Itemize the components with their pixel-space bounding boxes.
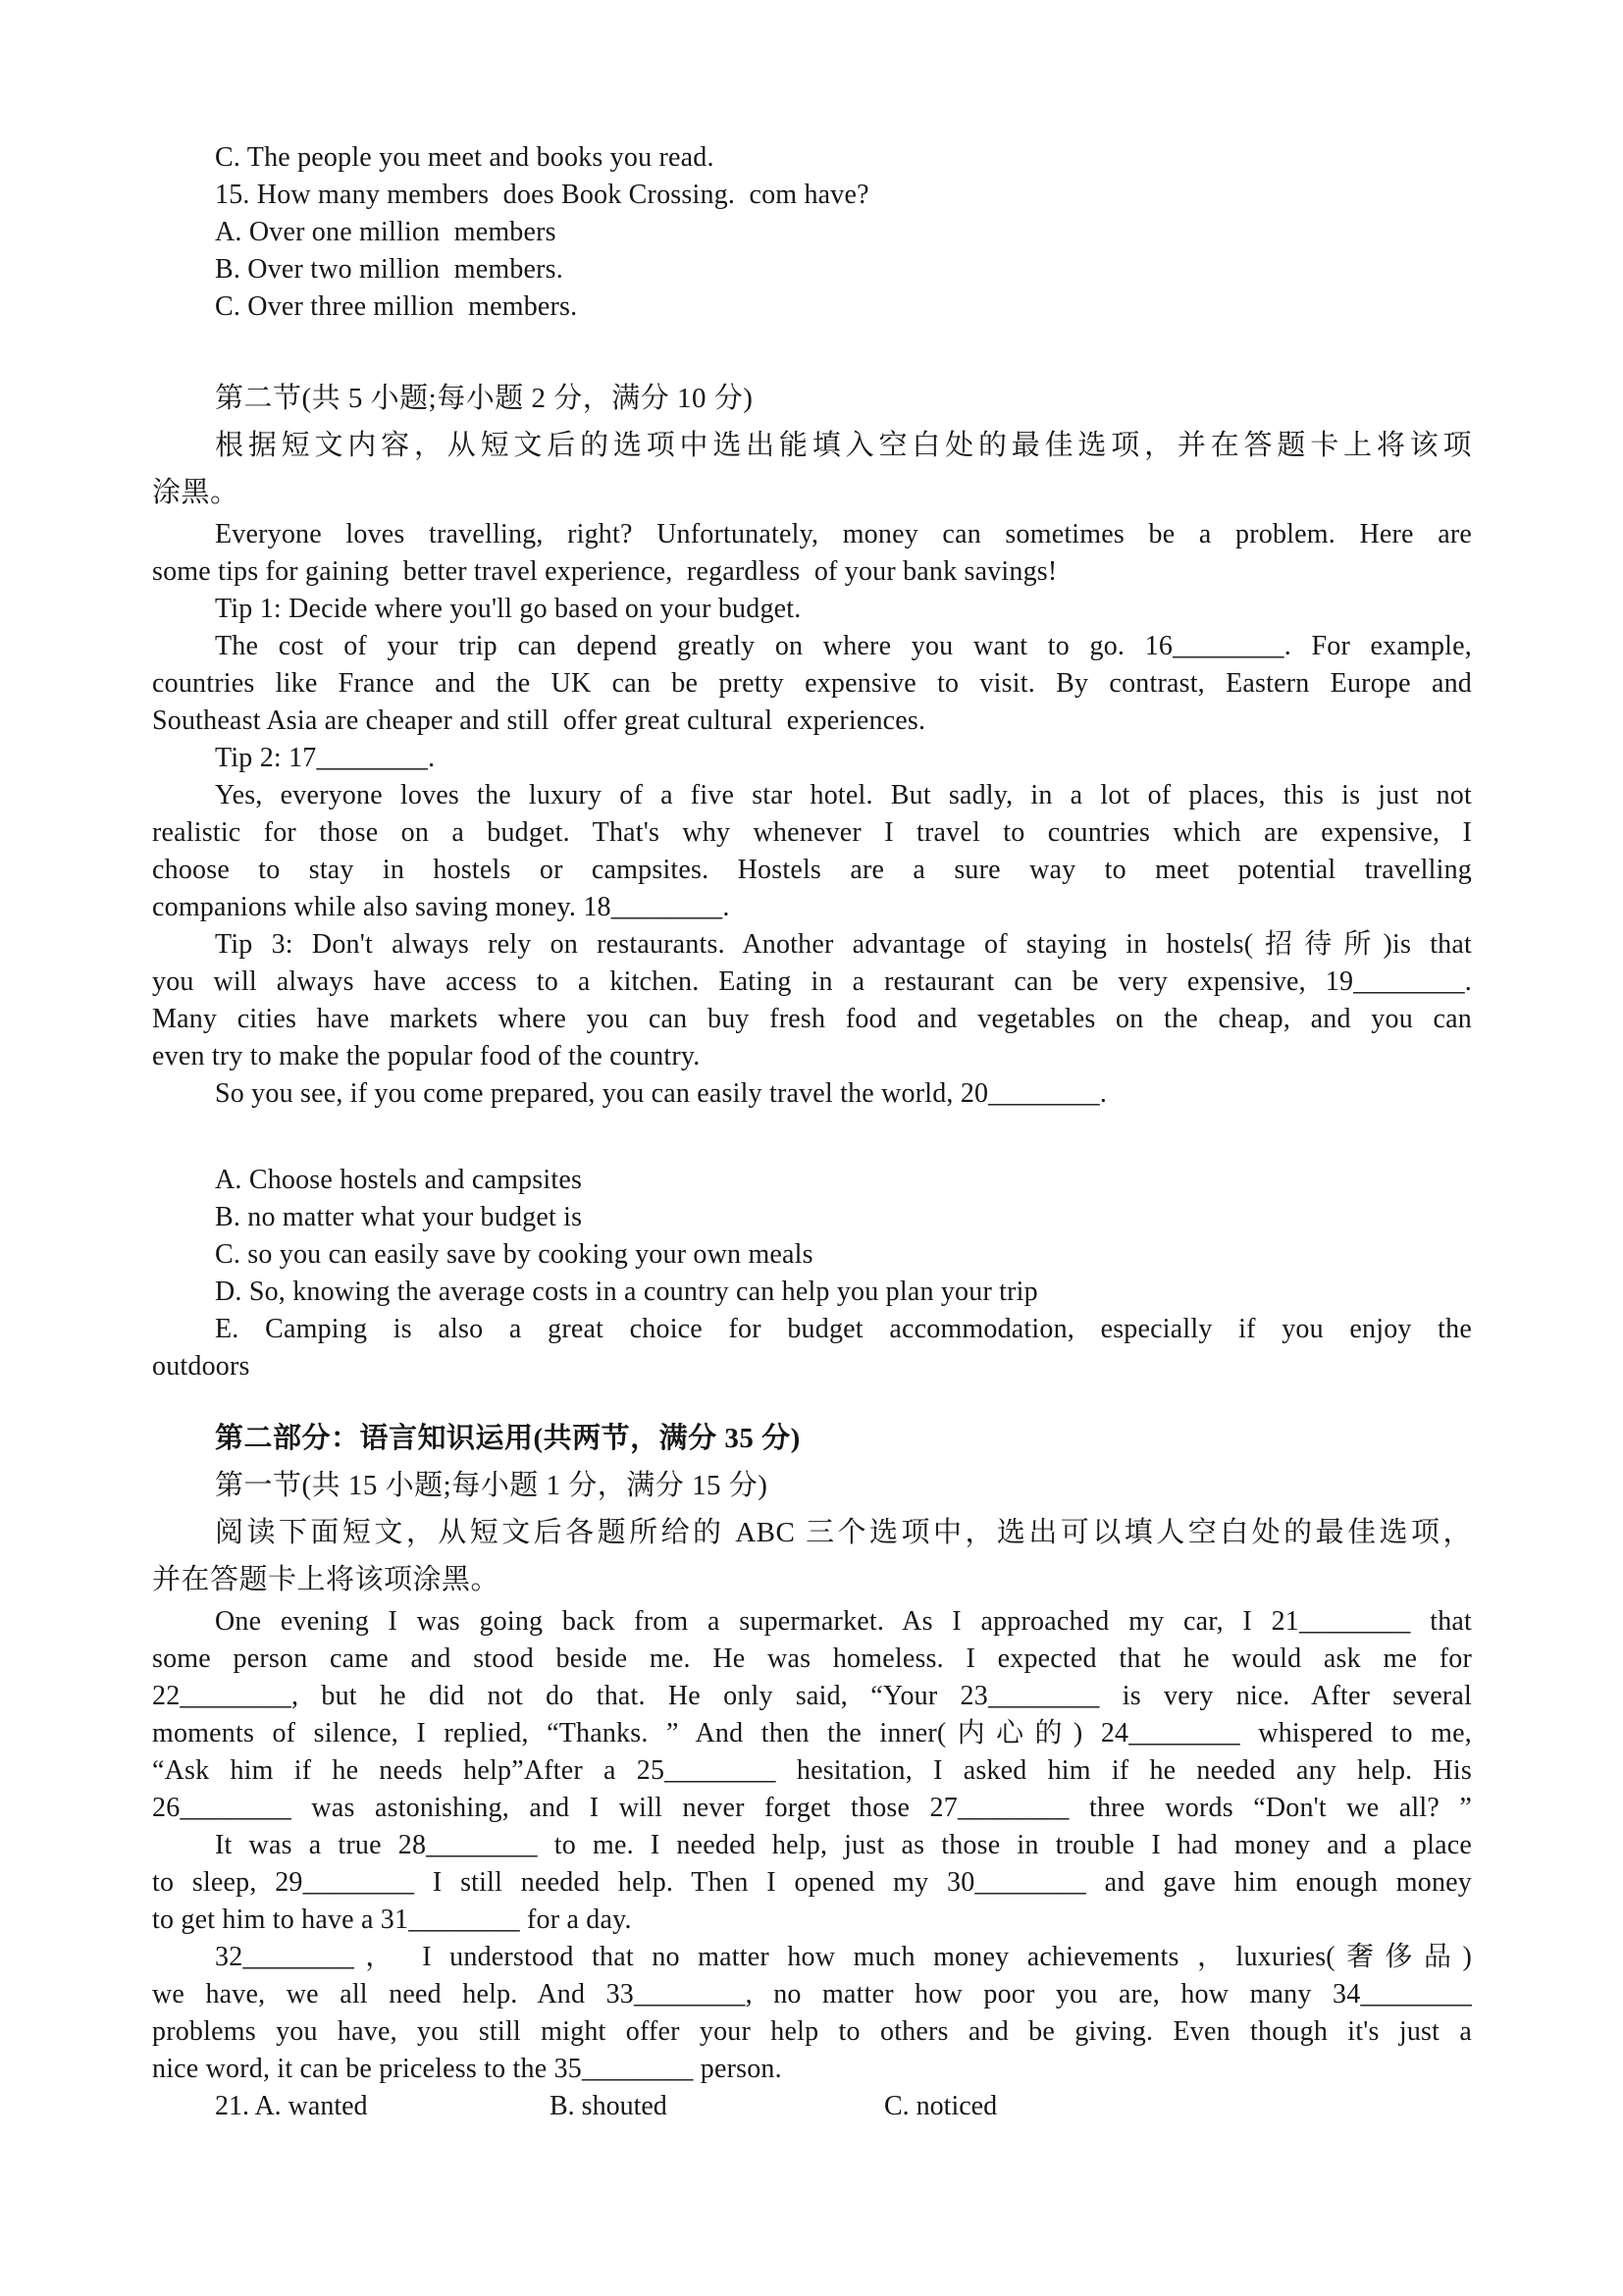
text-line: choose to stay in hostels or campsites. Hostels are a sure way to meet potential travelling	[152, 855, 1472, 885]
text-line: Southeast Asia are cheaper and still offer great cultural experiences.	[152, 705, 926, 736]
answer-option: B. shouted	[550, 2091, 667, 2121]
text-line: B. Over two million members.	[215, 254, 563, 285]
text-line: A. Choose hostels and campsites	[215, 1165, 583, 1195]
text-line: countries like France and the UK can be pretty expensive to visit. By contrast, Eastern Europe and	[152, 668, 1472, 699]
text-line: 32________， I understood that no matter how much money achievements ，luxuries(奢侈品)	[215, 1942, 1472, 1972]
text-line: 15. How many members does Book Crossing. com have?	[215, 180, 869, 210]
text-line: realistic for those on a budget. That's why whenever I travel to countries which are expensive, I	[152, 817, 1472, 848]
text-line: Tip 3: Don't always rely on restaurants. Another advantage of staying in hostels(招待所)is that	[215, 929, 1472, 960]
section-heading-line: 第一节(共 15 小题;每小题 1 分，满分 15 分)	[215, 1470, 768, 1501]
text-line: Tip 2: 17________.	[215, 743, 436, 773]
section-heading-line: 阅读下面短文，从短文后各题所给的 ABC 三个选项中，选出可以填人空白处的最佳选项，	[215, 1517, 1472, 1548]
text-line: “Ask him if he needs help”After a 25________ hesitation, I asked him if he needed any help. His	[152, 1755, 1472, 1786]
text-line: some person came and stood beside me. He was homeless. I expected that he would ask me for	[152, 1644, 1472, 1674]
section-heading-line: 涂黑。	[152, 477, 239, 508]
text-line: we have, we all need help. And 33________, no matter how poor you are, how many 34________	[152, 1979, 1472, 2009]
text-line: moments of silence, I replied, “Thanks. ” And then the inner(内心的) 24________ whispered to me,	[152, 1718, 1472, 1748]
text-line: D. So, knowing the average costs in a country can help you plan your trip	[215, 1277, 1038, 1307]
section-heading-line: 并在答题卡上将该项涂黑。	[152, 1564, 500, 1595]
section-heading-line: 第二部分：语言知识运用(共两节，满分 35 分)	[215, 1423, 801, 1454]
text-line: Tip 1: Decide where you'll go based on your budget.	[215, 594, 802, 624]
text-line: C. The people you meet and books you read.	[215, 142, 714, 173]
document-body	[152, 139, 1472, 2125]
text-line: to sleep, 29________ I still needed help. Then I opened my 30________ and gave him enough money	[152, 1867, 1472, 1898]
text-line: E. Camping is also a great choice for budget accommodation, especially if you enjoy the	[215, 1314, 1472, 1344]
text-line: It was a true 28________ to me. I needed help, just as those in trouble I had money and a place	[215, 1830, 1472, 1860]
text-line: C. so you can easily save by cooking your own meals	[215, 1239, 813, 1270]
text-line: Everyone loves travelling, right? Unfortunately, money can sometimes be a problem. Here are	[215, 519, 1472, 549]
answer-option: C. noticed	[884, 2091, 998, 2121]
text-line: So you see, if you come prepared, you can easily travel the world, 20________.	[215, 1078, 1108, 1109]
text-line: some tips for gaining better travel experience, regardless of your bank savings!	[152, 556, 1058, 587]
text-line: The cost of your trip can depend greatly on where you want to go. 16________. For example,	[215, 631, 1472, 661]
text-line: to get him to have a 31________ for a day.	[152, 1905, 632, 1935]
text-line: Many cities have markets where you can buy fresh food and vegetables on the cheap, and you can	[152, 1004, 1472, 1034]
text-line: A. Over one million members	[215, 217, 556, 247]
text-line: problems you have, you still might offer your help to others and be giving. Even though it's just a	[152, 2016, 1472, 2047]
text-line: companions while also saving money. 18________.	[152, 892, 730, 922]
text-line: outdoors	[152, 1351, 250, 1382]
text-line: you will always have access to a kitchen. Eating in a restaurant can be very expensive, 19________.	[152, 966, 1472, 997]
answer-option: 21. A. wanted	[215, 2091, 368, 2121]
text-line: even try to make the popular food of the country.	[152, 1041, 701, 1071]
text-line: B. no matter what your budget is	[215, 1202, 583, 1232]
section-heading-line: 根据短文内容，从短文后的选项中选出能填入空白处的最佳选项，并在答题卡上将该项	[215, 430, 1472, 461]
text-line: One evening I was going back from a supermarket. As I approached my car, I 21________ that	[215, 1606, 1472, 1637]
answer-options-row	[152, 2088, 1472, 2125]
text-line: Yes, everyone loves the luxury of a five star hotel. But sadly, in a lot of places, this is just not	[215, 780, 1472, 810]
section-heading-line: 第二节(共 5 小题;每小题 2 分，满分 10 分)	[215, 383, 754, 414]
text-line: C. Over three million members.	[215, 291, 578, 322]
text-line: 26________ was astonishing, and I will never forget those 27________ three words “Don't we all? ”	[152, 1793, 1472, 1823]
text-line: nice word, it can be priceless to the 35________ person.	[152, 2054, 782, 2084]
text-line: 22________, but he did not do that. He only said, “Your 23________ is very nice. After several	[152, 1681, 1472, 1711]
